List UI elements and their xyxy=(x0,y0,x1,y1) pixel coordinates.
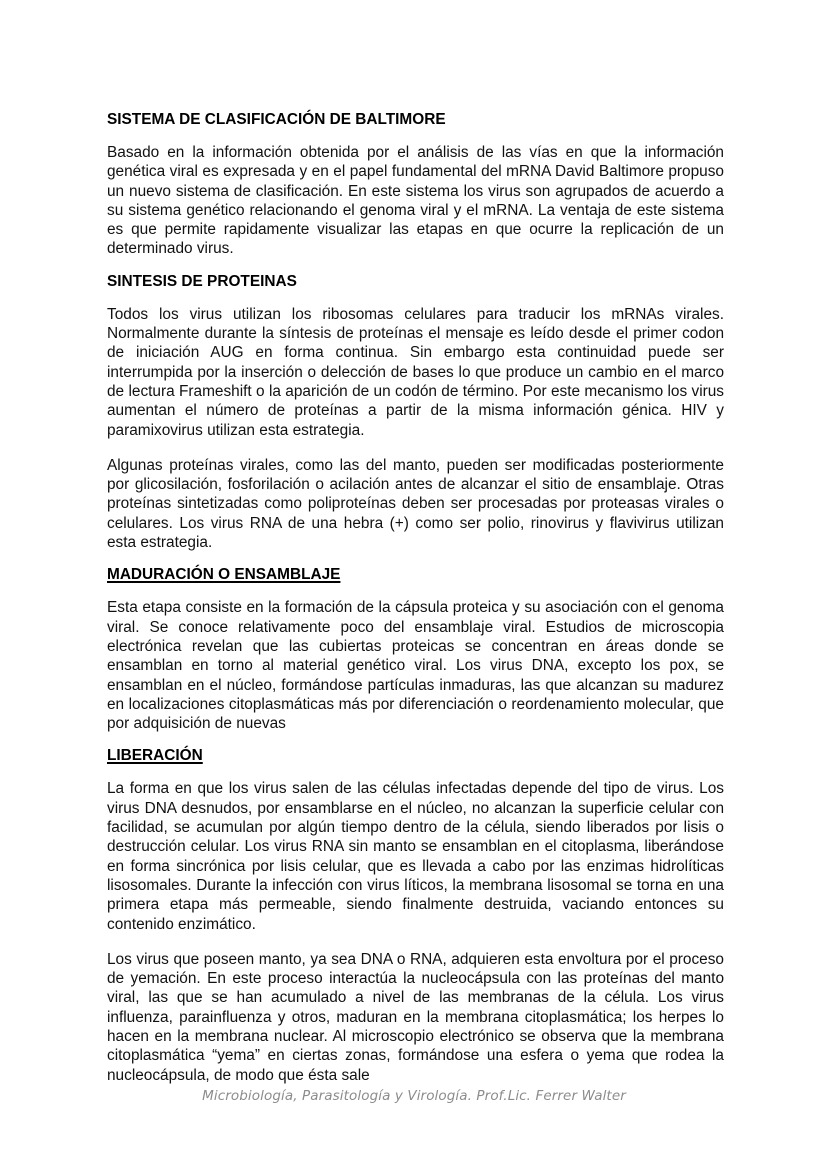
paragraph-sintesis-2: Algunas proteínas virales, como las del manto, pueden ser modificadas posteriormente por glicosilación, fosforilación o acilación antes de alcanzar el sitio de ensamblaje. Otras proteínas sintetizadas como poliproteínas deben ser procesadas por proteasas virales o celulares. Los virus RNA de una hebra (+) como ser polio, rinovirus y flavivirus utilizan esta estrategia. xyxy=(107,456,724,552)
section-heading-liberacion: LIBERACIÓN xyxy=(107,747,203,765)
section-heading-sintesis: SINTESIS DE PROTEINAS xyxy=(107,272,297,290)
paragraph-liberacion-1: La forma en que los virus salen de las células infectadas depende del tipo de virus. Los virus DNA desnudos, por ensamblarse en el núcleo, no alcanzan la superficie celular con facilidad, se acumulan por algún tiempo dentro de la célula, siendo liberados por lisis o destrucción celular. Los virus RNA sin manto se ensamblan en el citoplasma, liberándose en forma sincrónica por lisis celular, que es llevada a cabo por las enzimas hidrolíticas lisosomales. Durante la infección con virus líticos, la membrana lisosomal se torna en una primera etapa más permeable, siendo finalmente destruida, vaciando entonces su contenido enzimático. xyxy=(107,780,724,933)
paragraph-liberacion-2: Los virus que poseen manto, ya sea DNA o RNA, adquieren esta envoltura por el proceso de yemación. En este proceso interactúa la nucleocápsula con las proteínas del manto viral, las que se han acumulado a nivel de las membranas de la célula. Los virus influenza, parainfluenza y otros, maduran en la membrana citoplasmática; los herpes lo hacen en la membrana nuclear. Al microscopio electrónico se observa que la membrana citoplasmática “yema” en ciertas zonas, formándose una esfera o yema que rodea la nucleocápsula, de modo que ésta sale xyxy=(107,950,724,1084)
section-heading-baltimore: SISTEMA DE CLASIFICACIÓN DE BALTIMORE xyxy=(107,111,446,128)
section-heading-maduracion: MADURACIÓN O ENSAMBLAJE xyxy=(107,566,341,584)
page-footer: Microbiología, Parasitología y Virología. Prof.Lic. Ferrer Walter xyxy=(202,1088,626,1104)
paragraph-maduracion: Esta etapa consiste en la formación de la cápsula proteica y su asociación con el genoma viral. Se conoce relativamente poco del ensamblaje viral. Estudios de microscopia electrónica revelan que las cubiertas proteicas se concentran en áreas donde se ensamblan en torno al material genético viral. Los virus DNA, excepto los pox, se ensamblan en el núcleo, formándose partículas inmaduras, las que alcanzan su madurez en localizaciones citoplasmáticas más por diferenciación o reordenamiento molecular, que por adquisición de nuevas xyxy=(107,599,724,733)
paragraph-sintesis-1: Todos los virus utilizan los ribosomas celulares para traducir los mRNAs virales. Normalmente durante la síntesis de proteínas el mensaje es leído desde el primer codon de iniciación AUG en forma continua. Sin embargo esta continuidad puede ser interrumpida por la inserción o delección de bases lo que produce un cambio en el marco de lectura Frameshift o la aparición de un codón de término. Por este mecanismo los virus aumentan el número de proteínas a partir de la misma información génica. HIV y paramixovirus utilizan esta estrategia. xyxy=(107,305,724,439)
page-content xyxy=(107,109,724,1085)
paragraph-baltimore: Basado en la información obtenida por el análisis de las vías en que la información genética viral es expresada y en el papel fundamental del mRNA David Baltimore propuso un nuevo sistema de clasificación. En este sistema los virus son agrupados de acuerdo a su sistema genético relacionando el genoma viral y el mRNA. La ventaja de este sistema es que permite rapidamente visualizar las etapas en que ocurre la replicación de un determinado virus. xyxy=(107,144,724,258)
